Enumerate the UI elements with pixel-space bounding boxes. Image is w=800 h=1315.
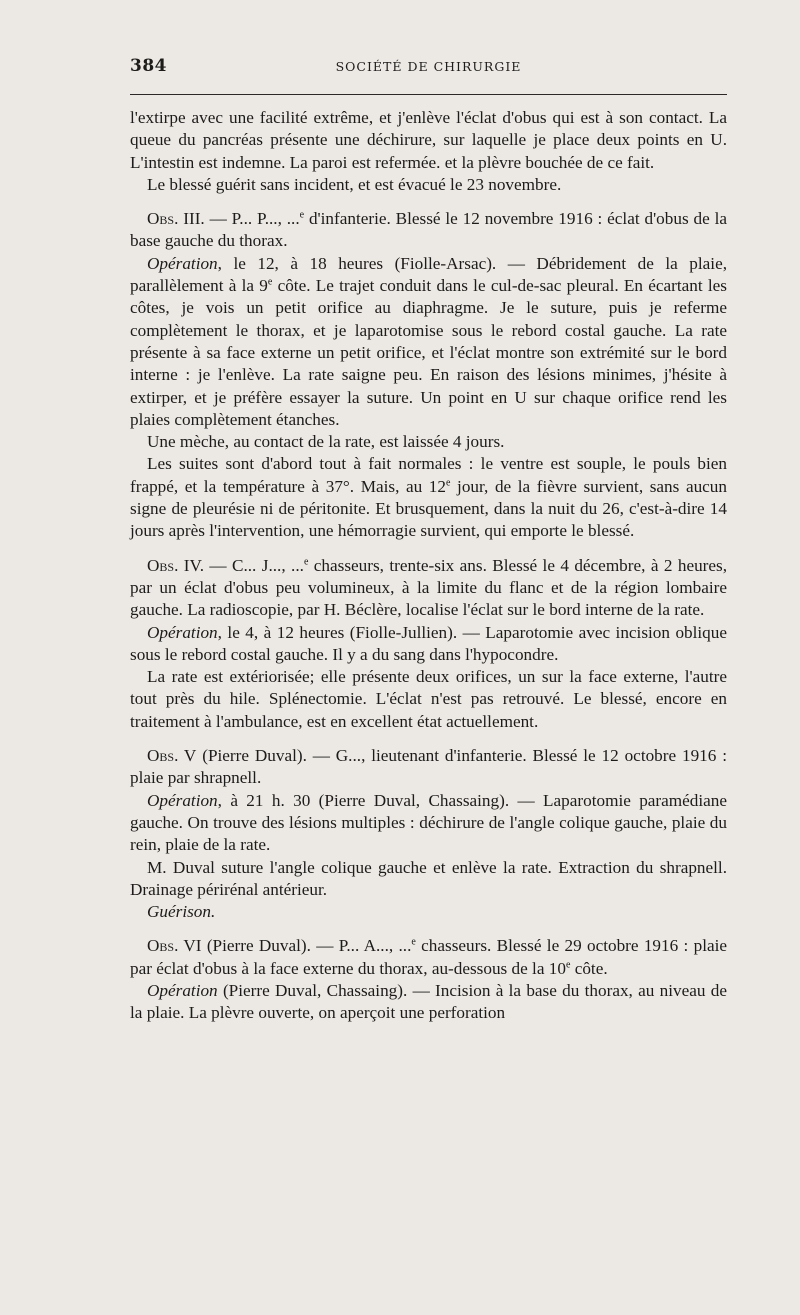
observation-text: — C... J..., ...	[204, 555, 304, 575]
observation-text: — P... P..., ...	[204, 209, 300, 229]
superscript: e	[411, 936, 416, 948]
observation-6	[130, 935, 727, 980]
superscript: e	[303, 555, 309, 567]
observation-text: (Pierre Duval). — G..., lieutenant d'infanterie. Blessé le 12 octobre 1916 : plaie par shrapnell.	[130, 746, 727, 788]
observation-5	[130, 745, 727, 790]
observation-text: chasseurs. Blessé le 29 octobre 1916 : plaie par éclat d'obus à la face externe du thorax, au-dessous de la 10	[130, 936, 727, 978]
header-rule	[130, 94, 727, 95]
paragraph: M. Duval suture l'angle colique gauche et enlève la rate. Extraction du shrapnell. Drainage périrénal antérieur.	[130, 857, 727, 899]
page-number: 384	[130, 56, 167, 76]
observation-text: chasseurs, trente-six ans. Blessé le 4 décembre, à 2 heures, par un éclat d'obus peu volumineux, à la limite du flanc et de la région lombaire gauche. La radioscopie, par H. Béclère, localise l'éclat sur le bord interne de la rate.	[130, 555, 728, 620]
superscript: e	[565, 958, 571, 970]
operation-text: , à 21 h. 30 (Pierre Duval, Chassaing). — Laparotomie paramédiane gauche. On trouve des lésions multiples : déchirure de l'angle colique gauche, plaie du rein, plaie de la rate.	[130, 790, 727, 855]
operation-text: (Pierre Duval, Chassaing). — Incision à la base du thorax, au niveau de la plaie. La plèvre ouverte, on aperçoit une perforation	[130, 980, 727, 1023]
observation-label: Obs. III.	[147, 209, 205, 229]
operation-label: Opération	[147, 622, 218, 642]
paragraph: La rate est extériorisée; elle présente deux orifices, un sur la face externe, l'autre tout près du hile. Splénectomie. L'éclat n'est pas retrouvé. Le blessé, encore en traitement à l'ambulance, est en excellent état actuellement.	[130, 667, 727, 731]
observation-label: Obs. V	[147, 746, 197, 766]
operation-3	[130, 253, 727, 431]
superscript: e	[445, 477, 451, 489]
observation-3	[130, 208, 727, 253]
observation-text: d'infanterie. Blessé le 12 novembre 1916 : éclat d'obus de la base gauche du thorax.	[130, 209, 727, 251]
operation-text: , le 4, à 12 heures (Fiolle-Jullien). — Laparotomie avec incision oblique sous le rebord costal gauche. Il y a du sang dans l'hypocondre.	[130, 622, 727, 664]
operation-5	[130, 790, 727, 857]
paragraph: Le blessé guérit sans incident, et est évacué le 23 novembre.	[147, 174, 562, 194]
operation-label: Opération	[147, 790, 218, 810]
operation-6	[130, 980, 727, 1025]
paragraph: l'extirpe avec une facilité extrême, et j'enlève l'éclat d'obus qui est à son contact. La queue du pancréas présente une déchirure, sur laquelle je place deux points en U. L'intestin est indemne. La paroi est refermée. et la plèvre bouchée de ce fait.	[130, 108, 727, 172]
outcome: Guérison.	[147, 902, 216, 922]
operation-label: Opération	[147, 253, 218, 273]
paragraph: Une mèche, au contact de la rate, est laissée 4 jours.	[147, 432, 505, 452]
observation-text: côte.	[570, 958, 608, 978]
operation-text: côte. Le trajet conduit dans le cul-de-sac pleural. En écartant les côtes, je vois un petit orifice au diaphragme. Je le suture, puis je referme complètement le thorax, et je laparotomise sous le rebord costal gauche. La rate présente à sa face externe un petit orifice, et l'éclat montre son extrémité sur le bord interne : je l'enlève. La rate saigne peu. En raison des lésions minimes, j'hésite à extirper, et je préfère essayer la suture. Un point en U sur chaque orifice rend les plaies complètement étanches.	[130, 276, 727, 429]
paragraph-text: jour, de la fièvre survient, sans aucun signe de pleurésie ni de péritonite. Et brusquement, dans la nuit du 26, c'est-à-dire 14 jours après l'intervention, une hémorragie survient, qui emporte le blessé.	[130, 476, 727, 541]
observation-label: Obs. IV.	[147, 555, 205, 575]
body-text	[130, 107, 727, 1025]
operation-text: , le 12, à 18 heures (Fiolle-Arsac). — Débridement de la plaie, parallèlement à la 9	[130, 253, 727, 296]
observation-text: (Pierre Duval). — P... A..., ...	[201, 936, 412, 956]
superscript: e	[299, 209, 305, 221]
observation-label: Obs. VI	[147, 936, 202, 956]
paragraph	[130, 453, 727, 542]
operation-label: Opération	[147, 980, 218, 1000]
running-head: SOCIÉTÉ DE CHIRURGIE	[335, 59, 522, 74]
paragraph-text: Les suites sont d'abord tout à fait normales : le ventre est souple, le pouls bien frappé, et la température à 37°. Mais, au 12	[130, 454, 727, 496]
page-header	[130, 56, 727, 80]
observation-4	[130, 555, 727, 622]
superscript: e	[267, 276, 273, 288]
operation-4	[130, 622, 727, 667]
